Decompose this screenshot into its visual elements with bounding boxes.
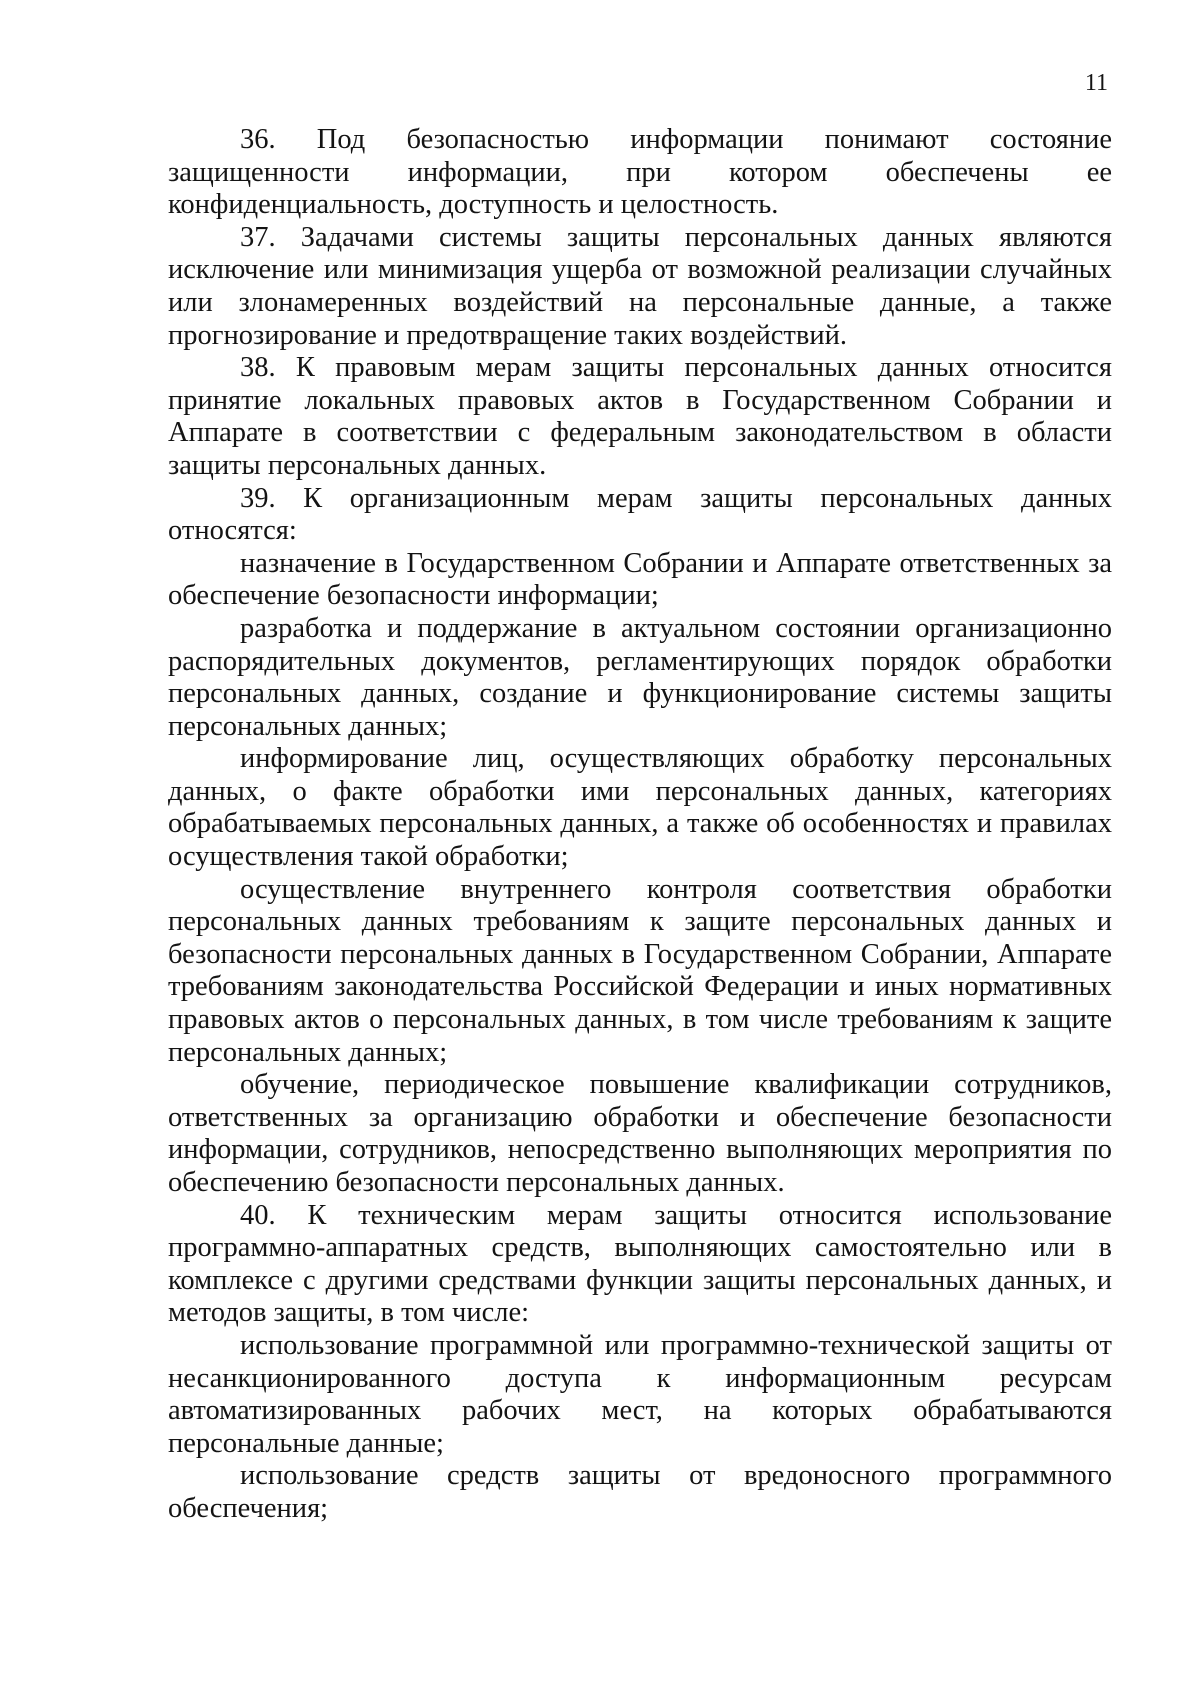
list-item: разработка и поддержание в актуальном состоянии организационно распорядительных документов, регламентирующих порядок обработки персональных данных, создание и функционирование системы защиты персональных данных; <box>168 612 1112 742</box>
paragraph-40: 40. К техническим мерам защиты относится использование программно-аппаратных средств, выполняющих самостоятельно или в комплексе с другими средствами функции защиты персональных данных, и методов защиты, в том числе: <box>168 1199 1112 1329</box>
list-item: обучение, периодическое повышение квалификации сотрудников, ответственных за организацию обработки и обеспечение безопасности информации, сотрудников, непосредственно выполняющих мероприятия по обеспечению безопасности персональных данных. <box>168 1069 1112 1198</box>
paragraph-38: 38. К правовым мерам защиты персональных данных относится принятие локальных правовых актов в Государственном Собрании и Аппарате в соответствии с федеральным законодательством в области защиты персональных данных. <box>168 352 1112 481</box>
list-item: использование средств защиты от вредоносного программного обеспечения; <box>168 1460 1112 1524</box>
paragraph-39: 39. К организационным мерам защиты персональных данных относятся: <box>168 482 1112 547</box>
paragraph-36: 36. Под безопасностью информации понимают состояние защищенности информации, при котором обеспечены ее конфиденциальность, доступность и целостность. <box>168 124 1112 221</box>
page-number: 11 <box>1084 70 1108 96</box>
document-body <box>168 124 1112 1526</box>
paragraph-37: 37. Задачами системы защиты персональных данных являются исключение или минимизация ущерба от возможной реализации случайных или злонамеренных воздействий на персональные данные, а также прогнозирование и предотвращение таких воздействий. <box>168 221 1112 351</box>
list-item: информирование лиц, осуществляющих обработку персональных данных, о факте обработки ими персональных данных, категориях обрабатываемых персональных данных, а также об особенностях и правилах осуществления такой обработки; <box>168 743 1112 873</box>
list-item: осуществление внутреннего контроля соответствия обработки персональных данных требованиям к защите персональных данных и безопасности персональных данных в Государственном Собрании, Аппарате требованиям законодательства Российской Федерации и иных нормативных правовых актов о персональных данных, в том числе требованиям к защите персональных данных; <box>168 873 1112 1068</box>
list-item: использование программной или программно-технической защиты от несанкционированного доступа к информационным ресурсам автоматизированных рабочих мест, на которых обрабатываются персональные данные; <box>168 1329 1112 1459</box>
list-item: назначение в Государственном Собрании и Аппарате ответственных за обеспечение безопасности информации; <box>168 547 1112 612</box>
